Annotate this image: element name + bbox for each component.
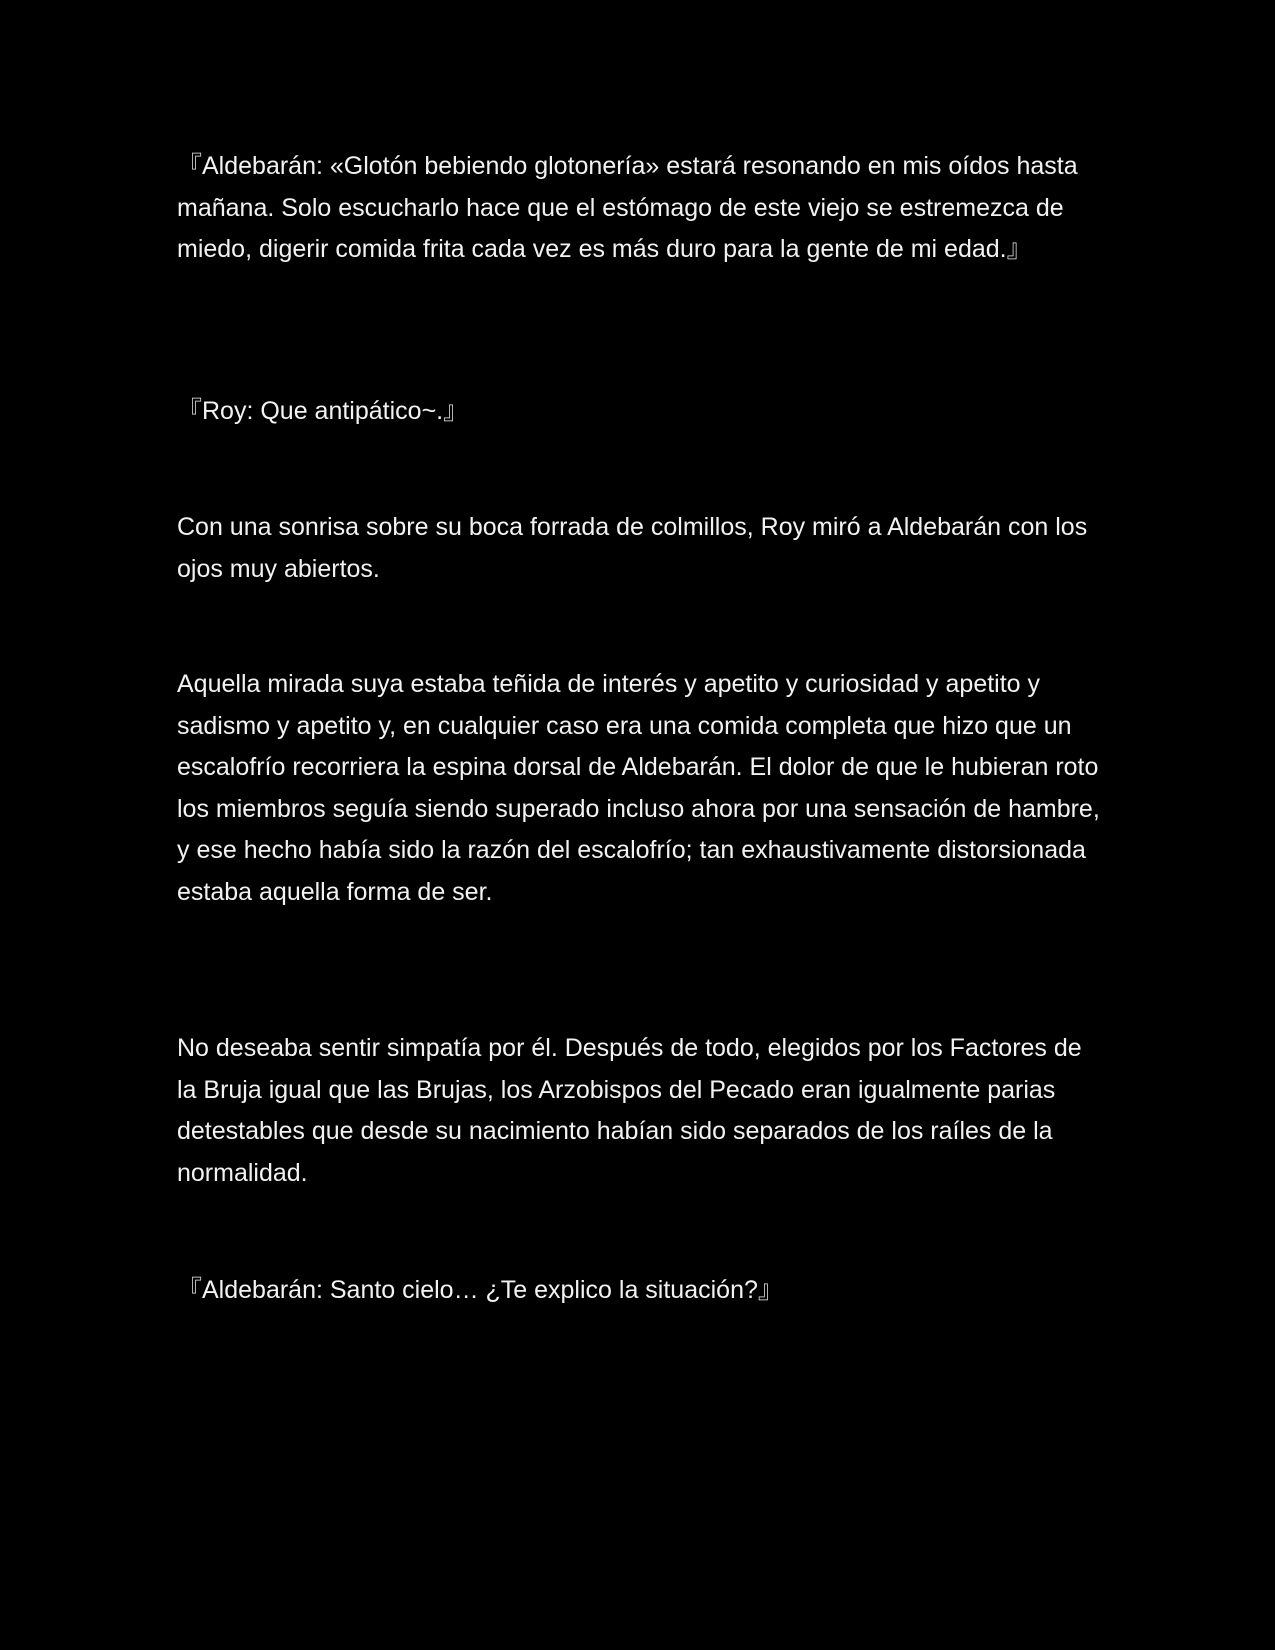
- narration-paragraph-3: No deseaba sentir simpatía por él. Después de todo, elegidos por los Factores de la Bruja igual que las Brujas, los Arzobispos del Pecado eran igualmente parias detestables que desde su nacimiento habían sido separados de los raíles de la normalidad.: [177, 1034, 1089, 1187]
- dialogue-aldebaran-1: 『Aldebarán: «Glotón bebiendo glotonería» estará resonando en mis oídos hasta mañana. Solo escucharlo hace que el estómago de este viejo se estremezca de miedo, digerir comida frita cada vez es más duro para la gente de mi edad.』: [177, 152, 1085, 263]
- dialogue-roy: 『Roy: Que antipático~.』: [177, 397, 469, 425]
- dialogue-aldebaran-2: 『Aldebarán: Santo cielo… ¿Te explico la situación?』: [177, 1276, 783, 1304]
- narration-paragraph-1: Con una sonrisa sobre su boca forrada de colmillos, Roy miró a Aldebarán con los ojos muy abiertos.: [177, 513, 1095, 583]
- narration-paragraph-2: Aquella mirada suya estaba teñida de interés y apetito y curiosidad y apetito y sadismo y apetito y, en cualquier caso era una comida completa que hizo que un escalofrío recorriera la espina dorsal de Aldebarán. El dolor de que le hubieran roto los miembros seguía siendo superado incluso ahora por una sensación de hambre, y ese hecho había sido la razón del escalofrío; tan exhaustivamente distorsionada estaba aquella forma de ser.: [177, 670, 1107, 906]
